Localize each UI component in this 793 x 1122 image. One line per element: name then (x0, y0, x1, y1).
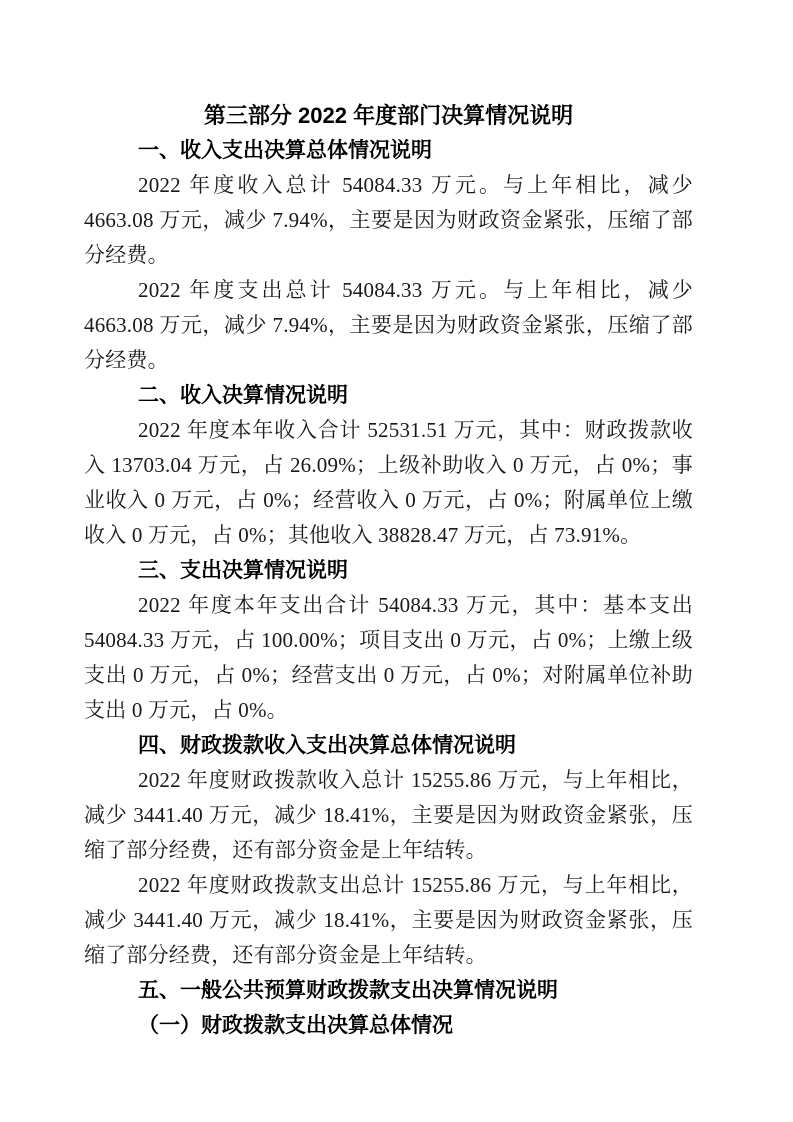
section-4-heading: 四、财政拨款收入支出决算总体情况说明 (138, 734, 516, 757)
section-1-paragraph-income-total: 2022 年度收入总计 54084.33 万元。与上年相比，减少 4663.08 万元，减少 7.94%，主要是因为财政资金紧张，压缩了部分经费。 (84, 173, 693, 267)
section-3-heading: 三、支出决算情况说明 (138, 559, 348, 582)
section-1-heading: 一、收入支出决算总体情况说明 (138, 139, 432, 162)
document-title: 第三部分 2022 年度部门决算情况说明 (203, 103, 574, 128)
section-5-subheading: （一）财政拨款支出决算总体情况 (138, 1014, 453, 1037)
section-4-paragraph-fiscal-expenditure: 2022 年度财政拨款支出总计 15255.86 万元，与上年相比，减少 3441.40 万元，减少 18.41%，主要是因为财政资金紧张，压缩了部分经费，还有部分资金是上年结转。 (84, 873, 693, 967)
section-4-paragraph-fiscal-income: 2022 年度财政拨款收入总计 15255.86 万元，与上年相比，减少 3441.40 万元，减少 18.41%，主要是因为财政资金紧张，压缩了部分经费，还有部分资金是上年结转。 (84, 768, 693, 862)
section-2-heading: 二、收入决算情况说明 (138, 384, 348, 407)
section-3-paragraph-expenditure-detail: 2022 年度本年支出合计 54084.33 万元，其中：基本支出 54084.33 万元，占 100.00%；项目支出 0 万元，占 0%；上缴上级支出 0 万元，占 0%；经营支出 0 万元，占 0%；对附属单位补助支出 0 万元，占 0%。 (84, 593, 693, 722)
section-1-paragraph-expenditure-total: 2022 年度支出总计 54084.33 万元。与上年相比，减少 4663.08 万元，减少 7.94%，主要是因为财政资金紧张，压缩了部分经费。 (84, 278, 693, 372)
section-5-heading: 五、一般公共预算财政拨款支出决算情况说明 (138, 979, 558, 1002)
section-2-paragraph-income-detail: 2022 年度本年收入合计 52531.51 万元，其中：财政拨款收入 13703.04 万元，占 26.09%；上级补助收入 0 万元，占 0%；事业收入 0 万元，占 0%；经营收入 0 万元，占 0%；附属单位上缴收入 0 万元，占 0%；其他收入 38828.47 万元，占 73.91%。 (84, 418, 693, 547)
